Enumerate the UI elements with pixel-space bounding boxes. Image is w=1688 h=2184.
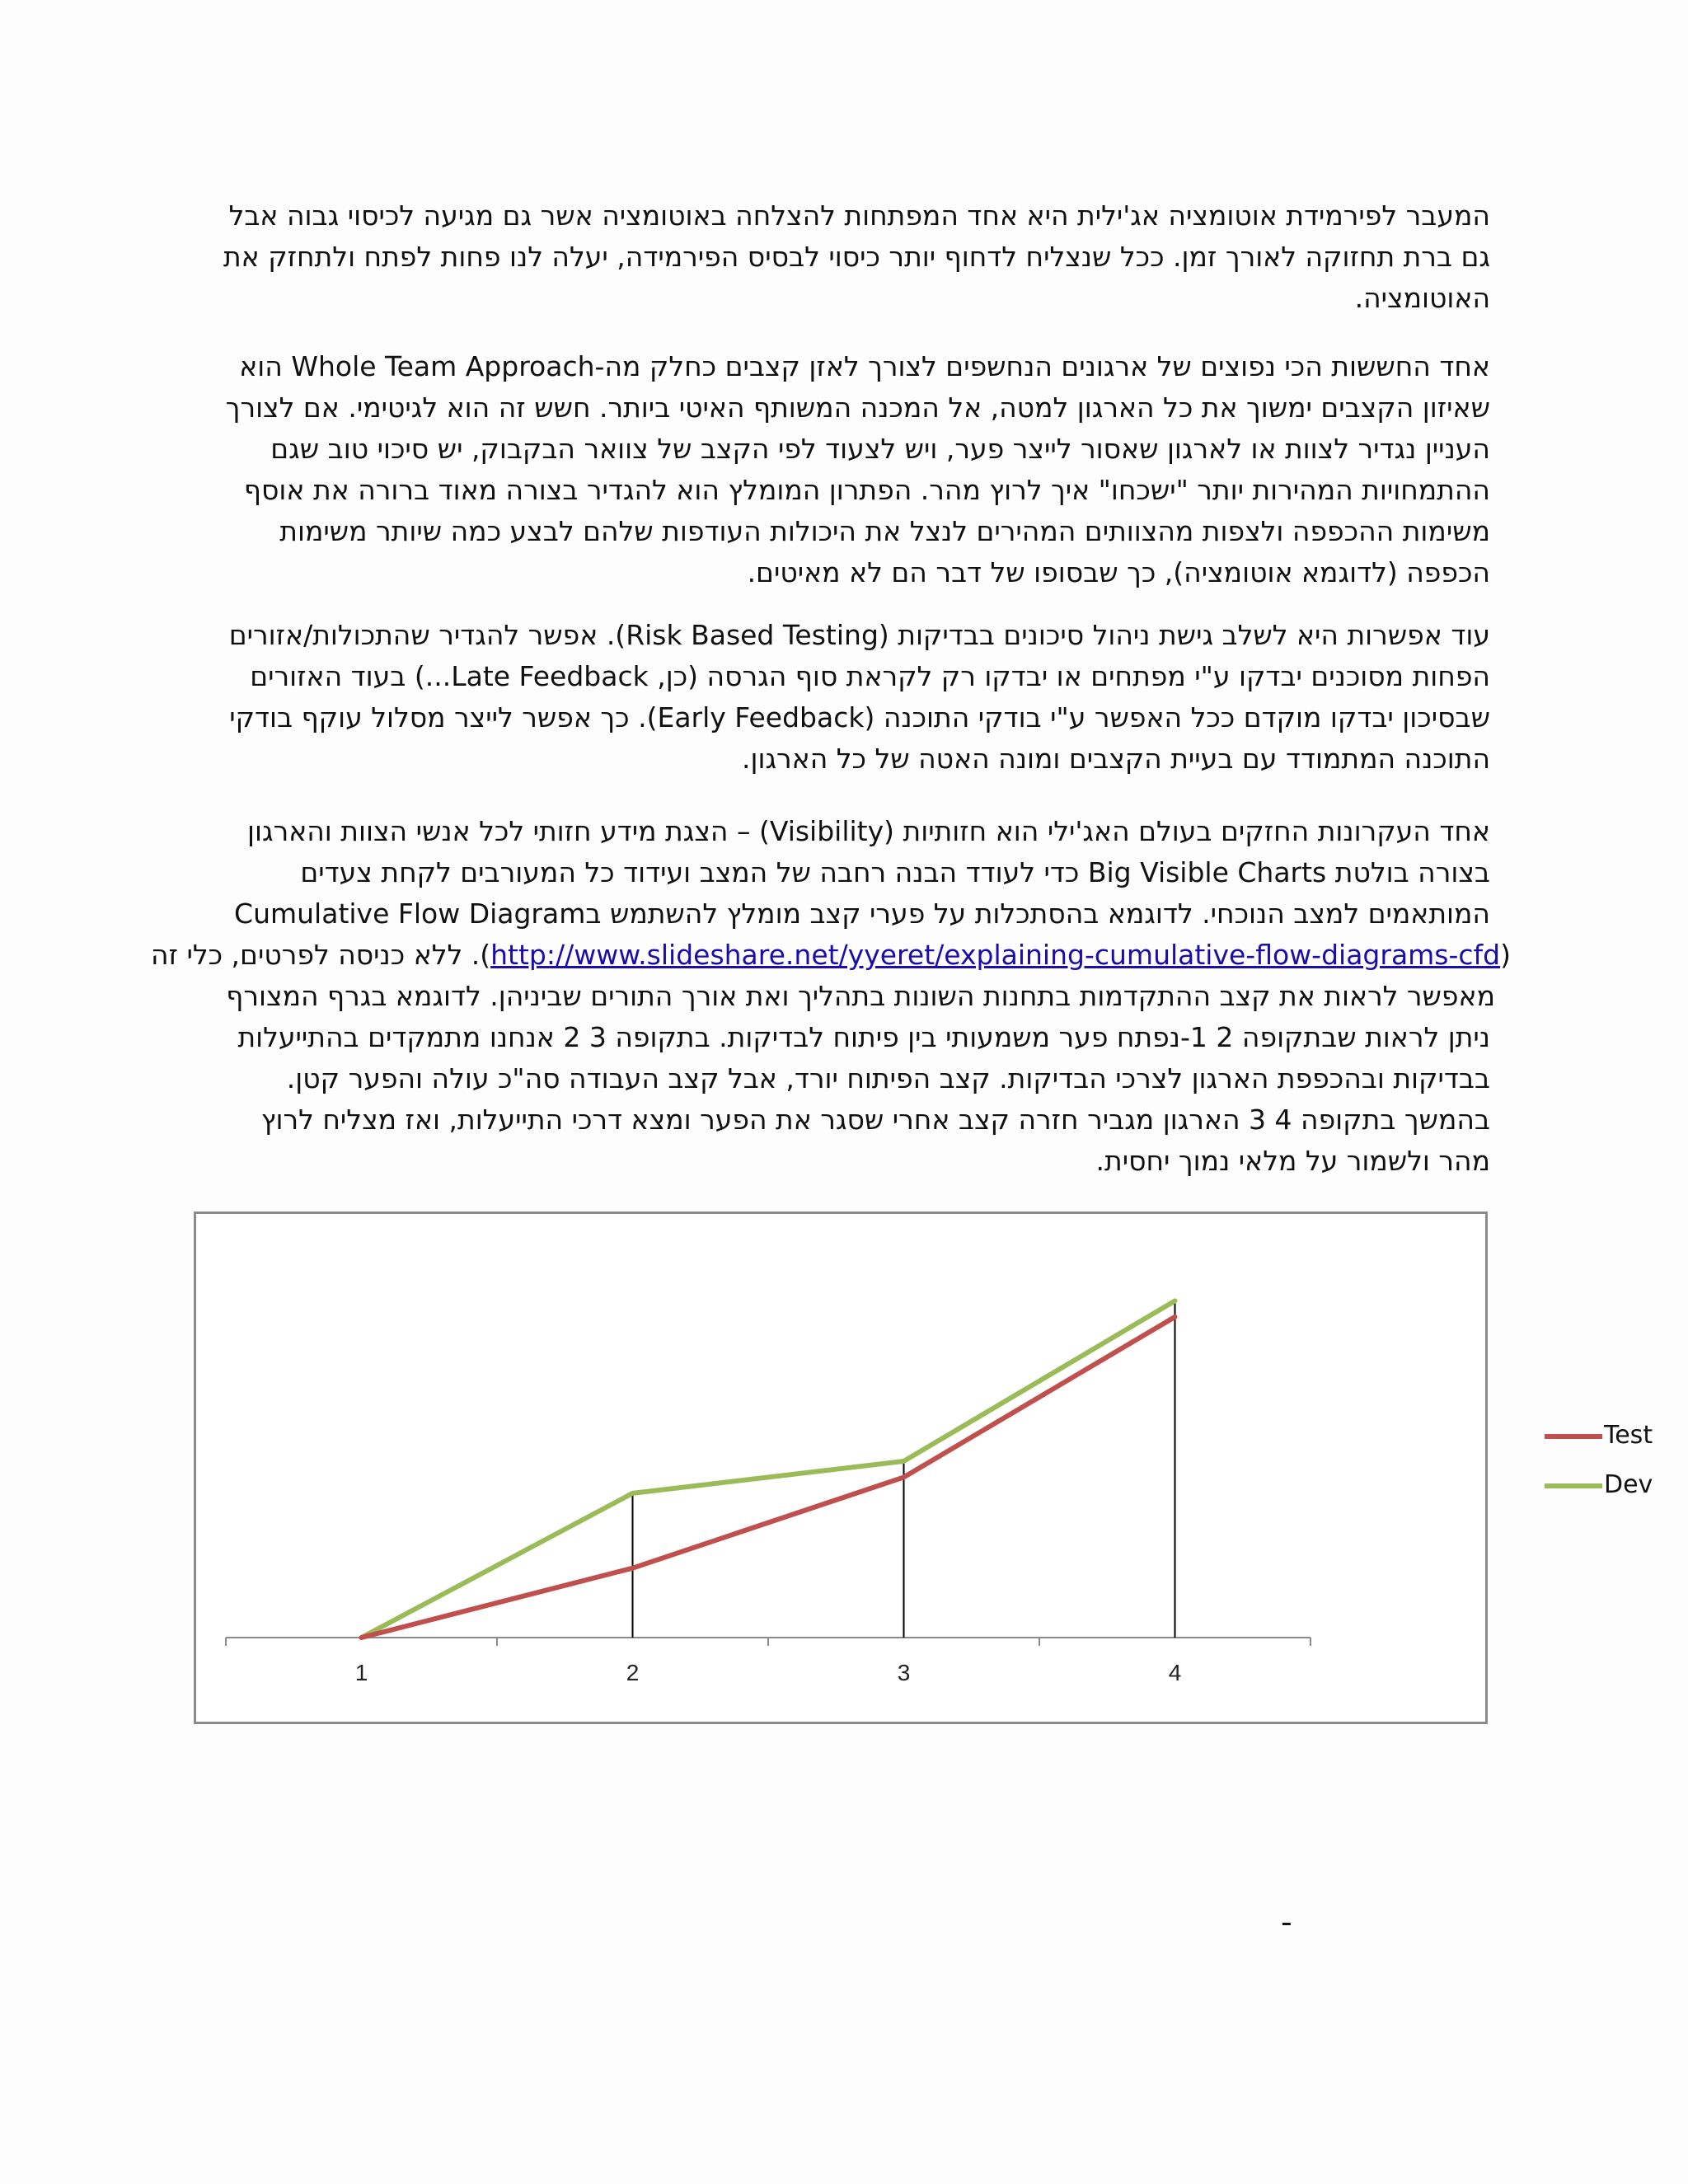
- text-line: האוטומציה.: [1354, 282, 1490, 314]
- x-tick-label: 1: [354, 1660, 368, 1685]
- paragraph-risk-based-testing: [229, 615, 1490, 780]
- series-line-dev: [362, 1301, 1175, 1638]
- text-line: ניתן לראות שבתקופה 2 1-נפתח פער משמעותי בין פיתוח לבדיקות. בתקופה 3 2 אנחנו מתמקדים בהתייעלות: [237, 1021, 1490, 1053]
- legend-label-test: Test: [1604, 1421, 1653, 1450]
- text-line: הכפפה (לדוגמא אוטומציה), כך שבסופו של דבר הם לא מאיטים.: [747, 556, 1490, 588]
- text-line: אחד החששות הכי נפוצים של ארגונים הנחשפים לצורך לאזן קצבים כחלק מה-Whole Team Approach הוא: [239, 350, 1490, 382]
- text-line: המעבר לפירמידת אוטומציה אג'ילית היא אחד המפתחות להצלחה באוטומציה אשר גם מגיעה לכיסוי גבוה אבל: [228, 199, 1490, 232]
- text-line-with-link: [151, 935, 1511, 976]
- text-line: גם ברת תחזוקה לאורך זמן. ככל שנצליח לדחוף יותר כיסוי לבסיס הפירמידה, יעלה לנו פחות לפתח ולתחזק את: [223, 241, 1490, 273]
- text-line: עוד אפשרות היא לשלב גישת ניהול סיכונים בבדיקות (Risk Based Testing). אפשר להגדיר שהתכולות/אזורים: [228, 619, 1490, 651]
- x-tick-label: 3: [897, 1660, 911, 1685]
- cfd-slideshare-link[interactable]: http://www.slideshare.net/yyeret/explaining-cumulative-flow-diagrams-cfd: [490, 939, 1501, 971]
- text-line: מהר ולשמור על מלאי נמוך יחסית.: [1095, 1145, 1490, 1177]
- link-trailing-text: ). ללא כניסה לפרטים, כלי זה: [151, 939, 491, 971]
- text-line: הפחות מסוכנים יבדקו ע"י מפתחים או יבדקו רק לקראת סוף הגרסה (כן, Late Feedback...) בעוד האזורים: [250, 660, 1490, 692]
- cumulative-flow-chart: [194, 1212, 1653, 1724]
- text-line: מאפשר לראות את קצב ההתקדמות בתחנות השונות בתהליך ואת אורך התורים שביניהן. לדוגמא בגרף המצורף: [226, 980, 1495, 1012]
- paragraph-automation-pyramid: [223, 195, 1490, 319]
- legend-swatch-test: [1545, 1434, 1602, 1439]
- legend-swatch-dev: [1545, 1483, 1602, 1488]
- chart-svg: [196, 1214, 1485, 1722]
- text-line: אחד העקרונות החזקים בעולם האג'ילי הוא חזותיות (Visibility) – הצגת מידע חזותי לכל אנשי הצוות והארגון: [246, 815, 1490, 847]
- text-line: בצורה בולטת Big Visible Charts כדי לעודד הבנה רחבה של המצב ועידוד כל המעורבים לקחת צעדים: [300, 856, 1490, 888]
- x-tick-label: 4: [1168, 1660, 1182, 1685]
- text-line: ההתמחויות המהירות יותר "ישכחו" איך לרוץ מהר. הפתרון המומלץ הוא להגדיר בצורה מאוד ברורה את אוסף: [243, 474, 1490, 506]
- text-line: בבדיקות ובהכפפת הארגון לצרכי הבדיקות. קצב הפיתוח יורד, אבל קצב העבודה סה"כ עולה והפער קטן.: [286, 1062, 1490, 1094]
- text-line: שבסיכון יבדקו מוקדם ככל האפשר ע"י בודקי התוכנה (Early Feedback). כך אפשר לייצר מסלול עוקף בודקי: [229, 701, 1490, 733]
- text-line: בהמשך בתקופה 4 3 הארגון מגביר חזרה קצב אחרי שסגר את הפער ומצא דרכי התייעלות, ואז מצליח לרוץ: [260, 1104, 1490, 1136]
- legend-label-dev: Dev: [1604, 1470, 1653, 1499]
- text-line: העניין נגדיר לצוות או לארגון שאסור לייצר פער, ויש לצעוד לפי הקצב של צוואר הבקבוק, יש סיכוי טוב שגם: [270, 433, 1490, 465]
- text-line: שאיזון הקצבים ימשוך את כל הארגון למטה, אל המכנה המשותף האיטי ביותר. חשש זה הוא לגיטימי. אם לצורך: [225, 391, 1490, 424]
- paragraph-whole-team-approach: [226, 346, 1490, 593]
- text-line: משימות ההכפפה ולצפות מהצוותים המהירים לנצל את היכולות העודפות שלהם לבצע כמה שיותר משימות: [279, 515, 1490, 547]
- link-open-paren: (: [1500, 939, 1511, 971]
- x-tick-label: 2: [626, 1660, 640, 1685]
- footer-dash: -: [1281, 1904, 1292, 1940]
- text-line: התוכנה המתמודד עם בעיית הקצבים ומונה האטה של כל הארגון.: [741, 743, 1490, 775]
- paragraph-visibility: [151, 811, 1511, 1182]
- text-line: המותאמים למצב הנוכחי. לדוגמא בהסתכלות על פערי קצב מומלץ להשתמש בCumulative Flow Diagram: [234, 898, 1490, 930]
